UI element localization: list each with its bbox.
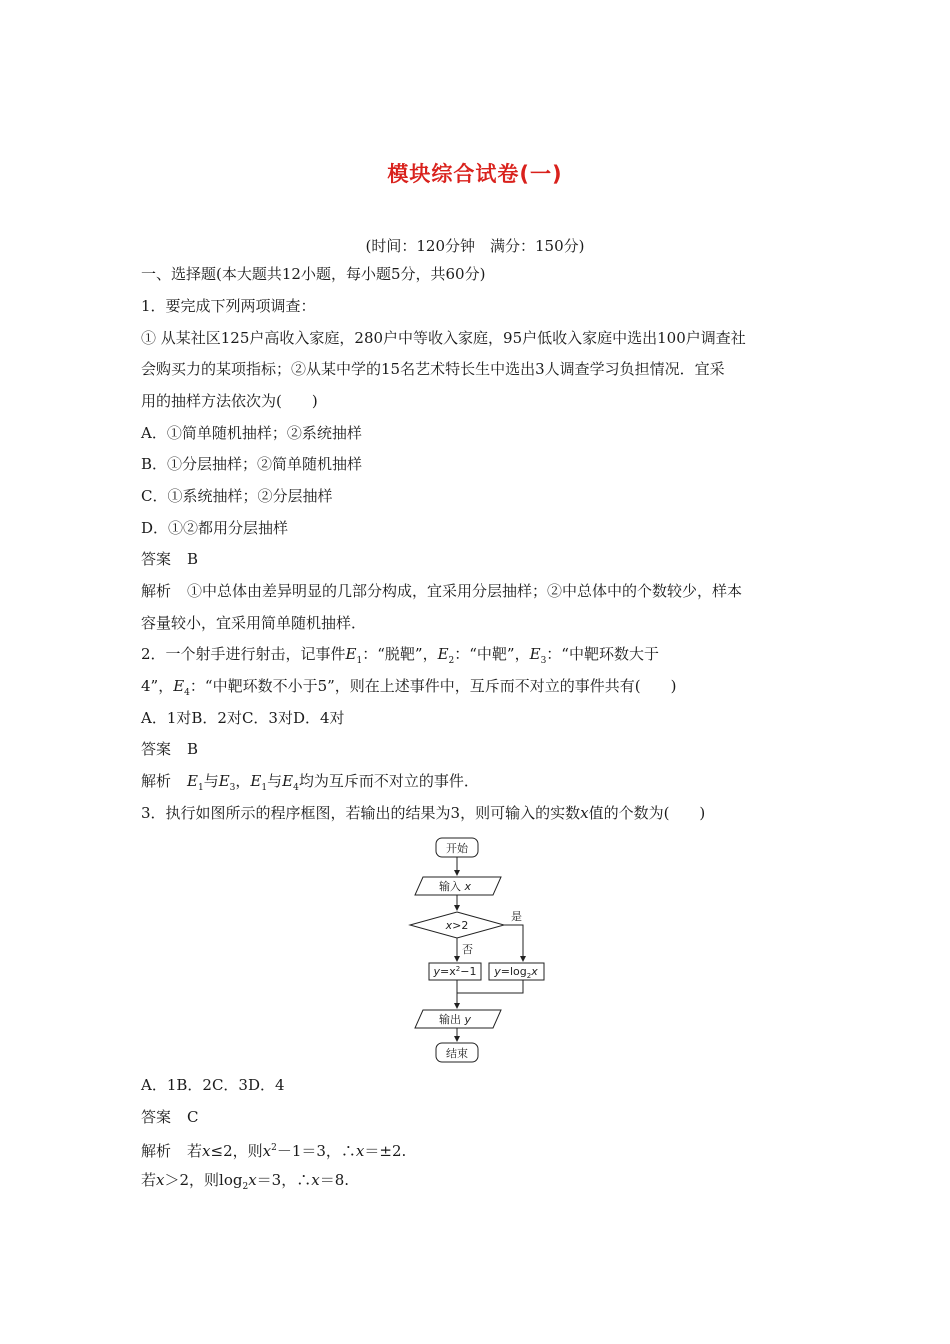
q2-stem-line1: 2．一个射手进行射击，记事件$E_1$：“脱靶”，$E_2$：“中靶”，$E_3$：“中靶环数大于 <box>141 645 659 666</box>
start-label: 开始 <box>446 842 468 855</box>
yes-label: 是 <box>511 910 522 923</box>
process-left-label: $y=x^2-1$ <box>433 965 477 978</box>
page-title: 模块综合试卷(一) <box>387 162 563 186</box>
analysis-label: 解析 <box>141 772 172 790</box>
q1-option-a: A．①简单随机抽样；②系统抽样 <box>141 424 362 442</box>
decision-label: x>2 <box>445 919 469 932</box>
q3-analysis-line2: 若x＞2，则$\log_2x=3$，∴x＝8. <box>141 1171 349 1192</box>
q1-analysis-line1 <box>141 581 742 601</box>
output-label: 输出 y <box>438 1013 472 1026</box>
q1-option-d: D．①②都用分层抽样 <box>141 519 289 537</box>
q1-stem: 1．要完成下列两项调查： <box>141 297 316 315</box>
section-heading: 一、选择题(本大题共12小题，每小题5分，共60分) <box>141 265 486 283</box>
analysis-label: 解析 <box>141 582 172 600</box>
analysis-text: ①中总体由差异明显的几部分构成，宜采用分层抽样；②中总体中的个数较少，样本 <box>187 582 743 600</box>
q3-stem: 3．执行如图所示的程序框图，若输出的结果为3，则可输入的实数x值的个数为( ) <box>141 804 706 822</box>
answer-label: 答案 <box>141 550 172 568</box>
time-info: (时间：120分钟 满分：150分) <box>365 237 585 255</box>
program-flowchart <box>405 835 555 1065</box>
q2-analysis: 解析 $E_1$与$E_3$，$E_1$与$E_4$均为互斥而不对立的事件． <box>141 772 479 793</box>
end-label: 结束 <box>446 1047 468 1060</box>
q2-options: A．1对B．2对C．3对D．4对 <box>141 709 345 727</box>
no-label: 否 <box>462 943 473 956</box>
answer-value: B <box>187 550 199 568</box>
q3-answer <box>141 1107 199 1127</box>
answer-value: C <box>187 1108 199 1126</box>
q3-options: A．1B．2C．3D．4 <box>141 1076 285 1094</box>
q1-analysis-line2: 容量较小，宜采用简单随机抽样． <box>141 614 367 632</box>
q2-answer <box>141 739 198 759</box>
analysis-label: 解析 <box>141 1142 172 1160</box>
q3-analysis-line1: 解析 若x≤2，则$x^2-1=3$，∴x＝±2. <box>141 1142 407 1160</box>
q1-answer <box>141 549 198 569</box>
answer-label: 答案 <box>141 740 172 758</box>
answer-label: 答案 <box>141 1108 172 1126</box>
q1-option-c: C．①系统抽样；②分层抽样 <box>141 487 333 505</box>
q1-body-line3: 用的抽样方法依次为( ) <box>141 392 318 410</box>
answer-value: B <box>187 740 199 758</box>
q1-option-b: B．①分层抽样；②简单随机抽样 <box>141 455 363 473</box>
input-label: 输入 x <box>438 880 472 893</box>
process-right-label: $y=\log_2x$ <box>494 965 538 980</box>
q1-body-line1: ① 从某社区125户高收入家庭，280户中等收入家庭，95户低收入家庭中选出100户调查社 <box>141 329 746 347</box>
q1-body-line2: 会购买力的某项指标；②从某中学的15名艺术特长生中选出3人调查学习负担情况．宜采 <box>141 360 725 378</box>
q2-stem-line2: 4”，$E_4$：“中靶环数不小于5”，则在上述事件中，互斥而不对立的事件共有( ) <box>141 677 677 698</box>
